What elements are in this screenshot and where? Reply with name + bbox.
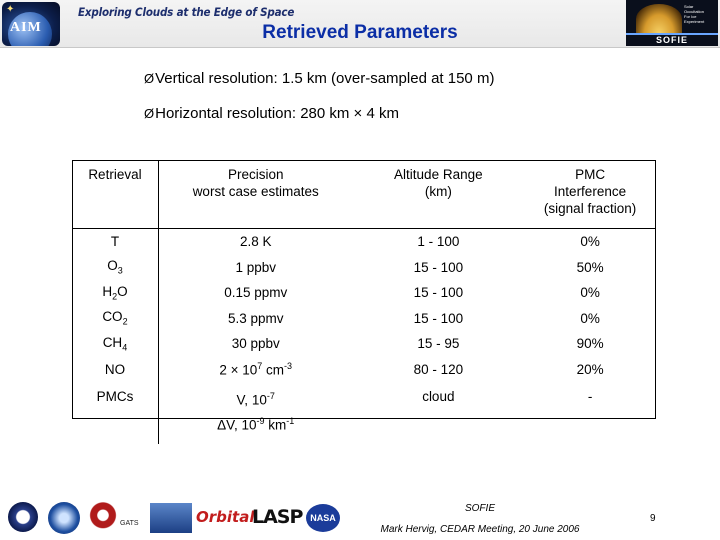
sun-icon [636,4,682,34]
aim-logo-text: AIM [10,20,42,35]
cell-altitude: 1 - 100 [417,234,460,250]
table-header-row [72,160,656,229]
header-pmc-interference: PMC Interference (signal fraction) [524,160,656,229]
table-row [72,255,656,281]
cell-retrieval: $CO_2$ [72,306,158,332]
footer-sofie: SOFIE [464,503,495,514]
table-row [72,229,656,255]
cell-precision: $2 \times 10^7$ $cm^{-3}$ [219,361,293,378]
table-row [72,280,656,306]
arrow-bullet-icon: Ø [144,71,155,86]
gats-logo-text: GATS [120,520,139,527]
orbital-logo: Orbital [196,508,255,526]
sofie-logo-text: SOFIE [655,35,688,45]
cell-altitude: 15 - 95 [417,336,460,352]
partner-logo-2 [48,502,80,534]
partner-logo-1 [8,502,38,532]
table-row [72,382,656,444]
cell-retrieval: PMCs [72,382,158,444]
cell-pmc: - [587,389,593,404]
page-title: Retrieved Parameters [262,22,458,43]
page-number: 9 [650,513,656,524]
cell-altitude: cloud [422,389,455,404]
mission-tagline: Exploring Clouds at the Edge of Space [78,5,295,19]
cell-pmc: 50% [576,259,604,275]
star-icon: ✦ [6,4,15,15]
cell-precision: V, $10^{-7}$ ΔV, $10^{-9}$ $km^{-1}$ [217,391,295,432]
cell-retrieval: $H_2O$ [72,280,158,306]
sofie-logo [626,0,718,46]
cell-pmc: 0% [580,285,600,301]
header-altitude-range: Altitude Range (km) [353,160,525,229]
table-row [72,357,656,383]
table-row [72,306,656,332]
cell-retrieval: T [72,229,158,255]
bullet-text: Vertical resolution: 1.5 km (over-sampled at 150 m) [155,70,495,87]
gats-logo [88,500,118,534]
cell-retrieval: NO [72,357,158,383]
header-retrieval: Retrieval [72,160,158,229]
retrieved-parameters-table [72,160,656,444]
cell-precision: 2.8 K [239,234,272,250]
sofie-logo-acronym: Solar Occultation For Ice Experiment [684,4,705,24]
cell-pmc: 90% [576,336,604,352]
cell-altitude: 15 - 100 [413,259,464,275]
table-row [72,331,656,357]
cell-precision: 5.3 ppmv [227,310,284,326]
cell-pmc: 0% [580,234,600,250]
lasp-logo: LASP [252,506,303,528]
bullet-horizontal-resolution [144,105,399,122]
cell-pmc: 20% [576,361,604,377]
nasa-logo: NASA [306,504,340,532]
header-precision: Precision worst case estimates [158,160,352,229]
cell-altitude: 80 - 120 [413,361,464,377]
bullet-vertical-resolution [144,70,494,87]
partner-logos [0,498,360,540]
cell-altitude: 15 - 100 [413,285,464,301]
cell-pmc: 0% [580,310,600,326]
cell-retrieval: $CH_4$ [72,331,158,357]
arrow-bullet-icon: Ø [144,106,155,121]
bullet-text: Horizontal resolution: 280 km × 4 km [155,105,399,122]
cell-altitude: 15 - 100 [413,310,464,326]
cell-precision: 30 ppbv [231,336,280,352]
cell-precision: 1 ppbv [235,259,276,275]
cell-precision: 0.15 ppmv [224,285,288,301]
cell-retrieval: $O_3$ [72,255,158,281]
footer-credit: Mark Hervig, CEDAR Meeting, 20 June 2006 [380,524,580,535]
partner-logo-4 [150,503,192,533]
